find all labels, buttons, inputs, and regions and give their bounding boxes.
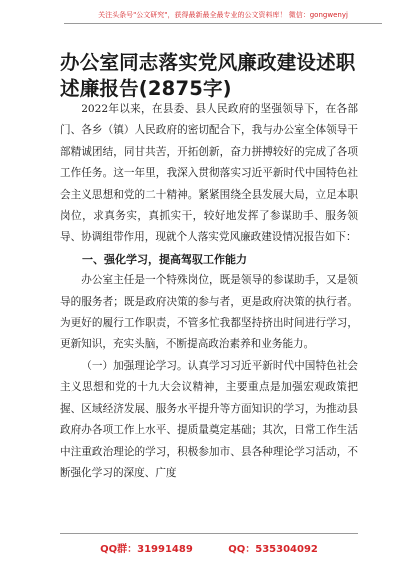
section-heading: 一、强化学习，提高驾驭工作能力 — [82, 252, 247, 266]
header-banner: 关注头条号"公文研究"，获得最新最全最专业的公文资料库！ 微信：gongwenyj — [64, 10, 382, 24]
footer-divider — [60, 533, 358, 534]
footer-contact — [60, 540, 358, 555]
body-paragraph: （一）加强理论学习。认真学习习近平新时代中国特色社会主义思想和党的十九大会议精神，主要重点是加强宏观政策把握、区域经济发展、服务水平提升等方面知识的学习，为推动县政府办各项工作上水平、提质量奠定基础；其次，日常工作生活中注重政治理论的学习，积极参加市、县各种理论学习活动，不断强化学习的深度、广度 — [60, 359, 358, 479]
intro-paragraph: 2022年以来，在县委、县人民政府的坚强领导下，在各部门、各乡（镇）人民政府的密切配合下，我与办公室全体领导干部精诚团结，同甘共苦，开拓创新，奋力拼搏较好的完成了各项工作任务。这一年里，我深入贯彻落实习近平新时代中国特色社会主义思想和党的二十精神。紧紧围绕全县发展大局，立足本职岗位，求真务实，真抓实干，较好地发挥了参谋助手、服务领导、协调组带作用，现就个人落实党风廉政建设情况报告如下： — [60, 103, 358, 244]
page-footer — [60, 533, 358, 563]
footer-qq-group: QQ群：31991489 — [100, 544, 193, 555]
document-body — [60, 99, 358, 484]
footer-qq: QQ：535304092 — [228, 544, 318, 555]
body-paragraph: 办公室主任是一个特殊岗位，既是领导的参谋助手，又是领导的服务者；既是政府决策的参与者，更是政府决策的执行者。为更好的履行工作职责，不管多忙我都坚持挤出时间进行学习，更新知识，充实头脑，不断提高政治素养和业务能力。 — [60, 274, 358, 351]
document-title: 办公室同志落实党风廉政建设述职述廉报告(2875字) — [60, 51, 356, 100]
